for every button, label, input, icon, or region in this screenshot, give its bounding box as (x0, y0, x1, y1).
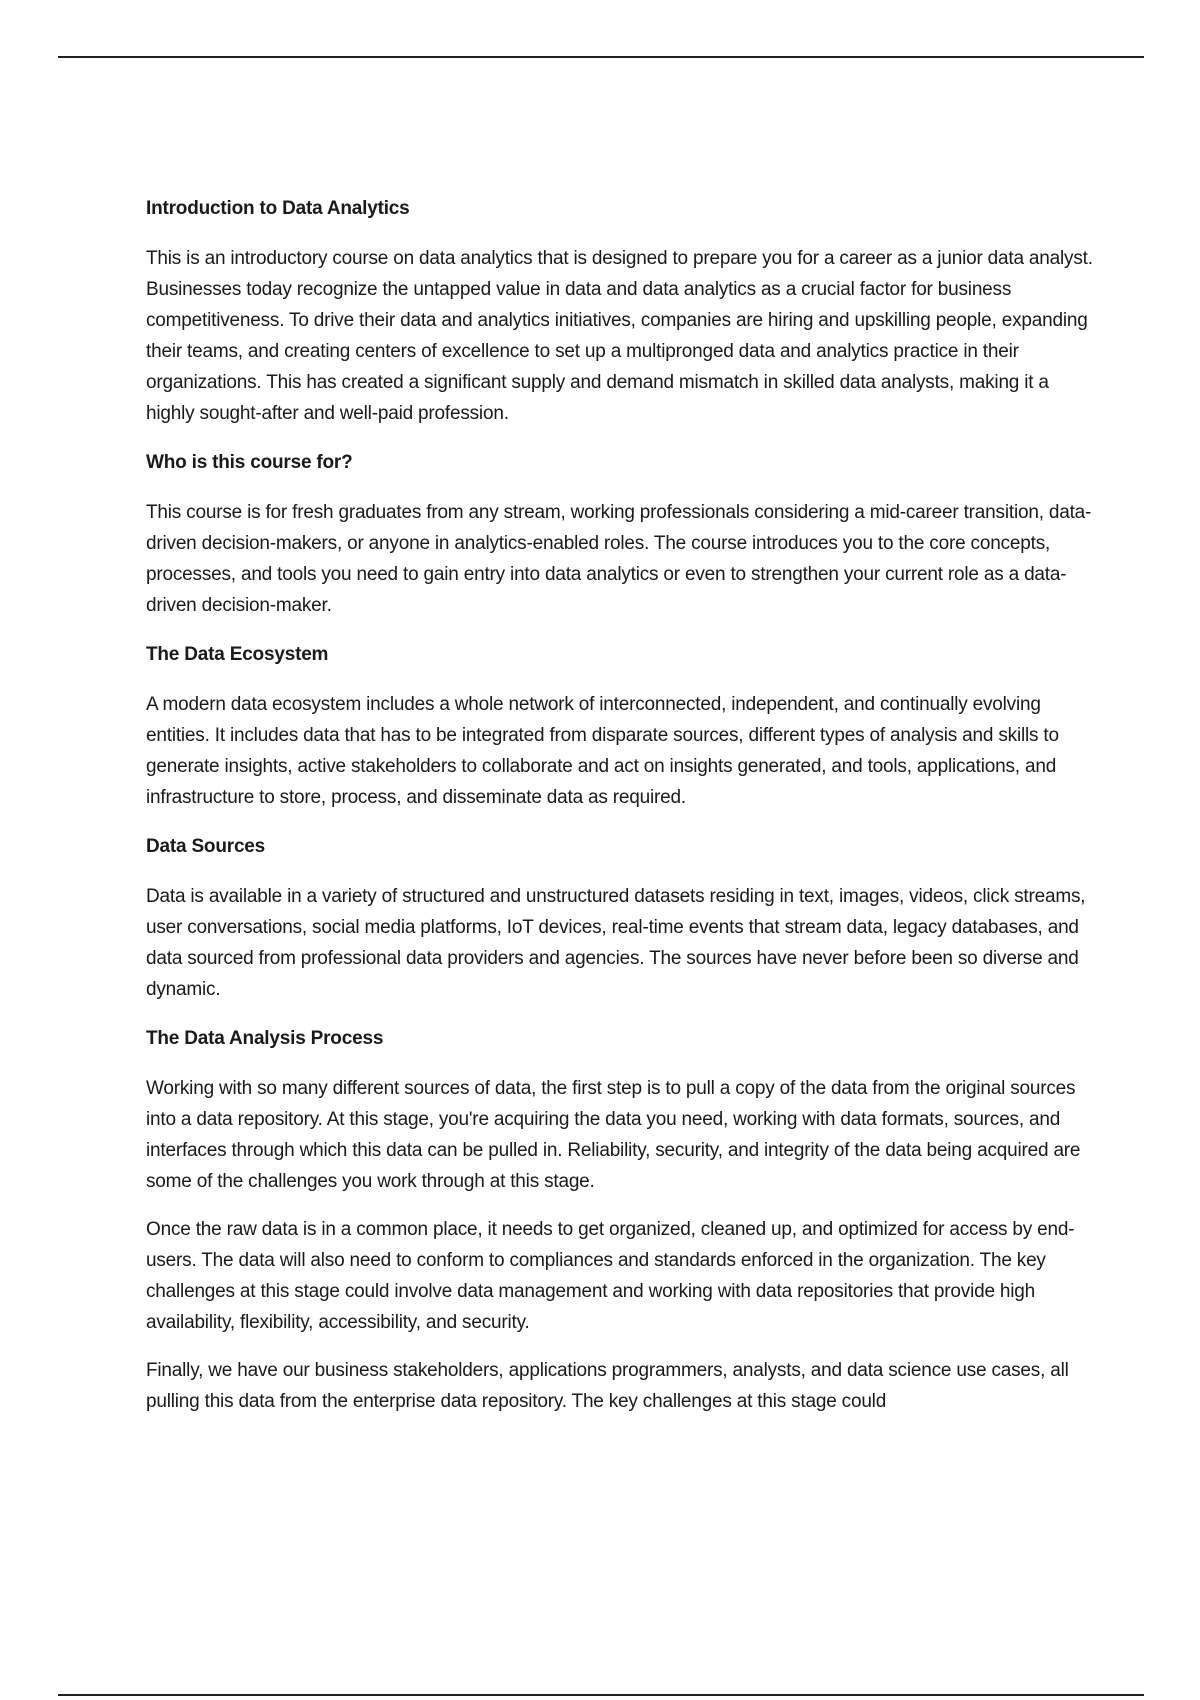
section-heading: The Data Analysis Process (146, 1028, 384, 1049)
section-heading: The Data Ecosystem (146, 644, 329, 665)
paragraph: This course is for fresh graduates from any stream, working professionals considering a mid-career transition, data-driven decision-makers, or anyone in analytics-enabled roles. The course introduces you to the core concepts, processes, and tools you need to gain entry into data analytics or even to strengthen your current role as a data-driven decision-maker. (146, 502, 1092, 616)
paragraph: Data is available in a variety of structured and unstructured datasets residing in text, images, videos, click streams, user conversations, social media platforms, IoT devices, real-time events that stream data, legacy databases, and data sourced from professional data providers and agencies. The sources have never before been so diverse and dynamic. (146, 886, 1086, 1000)
footer-rule (58, 1694, 1144, 1696)
section-analysis-process (146, 1022, 1096, 1417)
section-heading: Who is this course for? (146, 452, 353, 473)
section-heading: Data Sources (146, 836, 266, 857)
section-audience (146, 446, 1096, 621)
document-body (146, 192, 1096, 1434)
section-intro (146, 192, 1096, 429)
paragraph: Finally, we have our business stakeholders, applications programmers, analysts, and data science use cases, all pulling this data from the enterprise data repository. The key challenges at this stage could (146, 1360, 1069, 1412)
header-rule (58, 56, 1144, 58)
paragraph: This is an introductory course on data analytics that is designed to prepare you for a career as a junior data analyst. Businesses today recognize the untapped value in data and data analytics as a crucial factor for business competitiveness. To drive their data and analytics initiatives, companies are hiring and upskilling people, expanding their teams, and creating centers of excellence to set up a multipronged data and analytics practice in their organizations. This has created a significant supply and demand mismatch in skilled data analysts, making it a highly sought-after and well-paid profession. (146, 248, 1093, 424)
paragraph: A modern data ecosystem includes a whole network of interconnected, independent, and continually evolving entities. It includes data that has to be integrated from disparate sources, different types of analysis and skills to generate insights, active stakeholders to collaborate and act on insights generated, and tools, applications, and infrastructure to store, process, and disseminate data as required. (146, 694, 1059, 808)
section-data-sources (146, 830, 1096, 1005)
paragraph: Working with so many different sources of data, the first step is to pull a copy of the data from the original sources into a data repository. At this stage, you're acquiring the data you need, working with data formats, sources, and interfaces through which this data can be pulled in. Reliability, security, and integrity of the data being acquired are some of the challenges you work through at this stage. (146, 1078, 1081, 1192)
section-data-ecosystem (146, 638, 1096, 813)
paragraph: Once the raw data is in a common place, it needs to get organized, cleaned up, and optimized for access by end-users. The data will also need to conform to compliances and standards enforced in the organization. The key challenges at this stage could involve data management and working with data repositories that provide high availability, flexibility, accessibility, and security. (146, 1219, 1075, 1333)
section-heading: Introduction to Data Analytics (146, 198, 410, 219)
